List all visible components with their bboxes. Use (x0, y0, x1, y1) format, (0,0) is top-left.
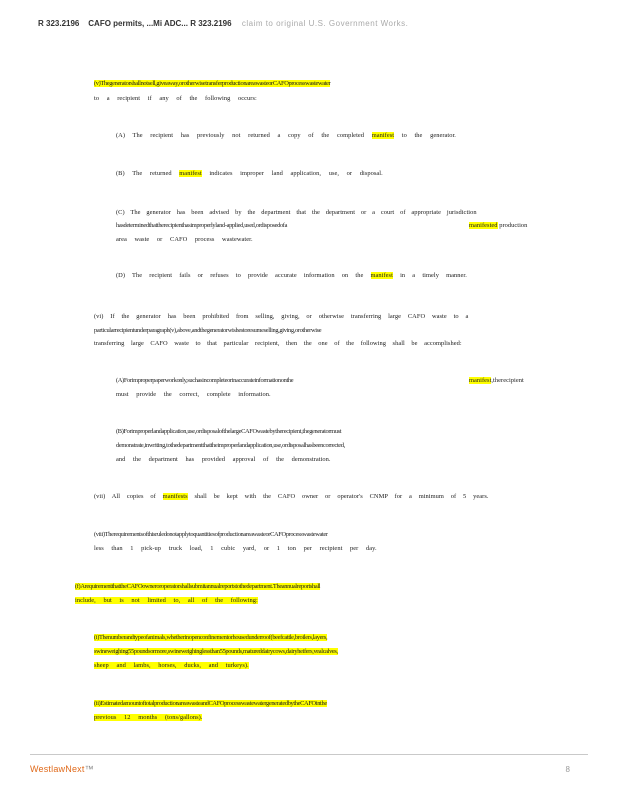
para-v-C-line2-end: manifested production (469, 222, 528, 229)
manifest-highlight: manifest (179, 170, 202, 177)
para-v-C-line3: area waste or CAFO process wastewater. (116, 236, 253, 243)
para-vi-B-line2: demonstrate,inwriting,tothedepartmentthattheimproperlandapplication,use,ordisposalhasbeencorrected, (116, 442, 345, 449)
para-f-i-line1: (i)Thenumberandtypeofanimals,whetherinopenconfinementorhousedunderroof(beefcattle,broilers,layers, (94, 634, 328, 641)
para-v-A: (A) The recipient has previously not returned a copy of the completed manifest to the generator. (116, 132, 456, 139)
para-f-line1: (f)ArequirementthattheCAFOowneroroperatorshallsubmitannualreportstothedepartment.Theannualreportshall (75, 583, 321, 590)
para-vi-line3: transferring large CAFO waste to that particular recipient, then the one of the following shall be accomplished: (94, 340, 462, 347)
para-v-C-line2: hasdeterminedthattherecipienthasimproperlyland-applied,used,ordisposedofa (116, 222, 288, 229)
header-notice: claim to original U.S. Government Works. (241, 19, 409, 28)
manifest-highlight: manifest (469, 377, 492, 384)
para-vi-line2: particularrecipientunderparagraph(v),above,andthegeneratorwishestoresumeselling,giving,orotherwise (94, 327, 322, 334)
para-f-ii-line1: (ii)EstimatedamountoftotalproductionareawasteandCAFOprocesswastewatergeneratedbytheCAFOinthe (94, 700, 327, 707)
para-v-line2: to a recipient if any of the following occurs: (94, 95, 257, 102)
para-v-line1: (v)Thegeneratorshallnotsell,giveaway,orotherwisetransferproductionareawasteorCAFOprocesswastewater (94, 80, 331, 87)
para-vii: (vii) All copies of manifests shall be kept with the CAFO owner or operator's CNMP for a minimum of 5 years. (94, 493, 489, 500)
para-vi-B-line1: (B)Forimproperlandapplication,use,ordisposalofthelargeCAFOwastebytherecipient,thegeneratormust (116, 428, 342, 435)
running-header (38, 19, 598, 28)
para-v-D: (D) The recipient fails or refuses to provide accurate information on the manifest in a timely manner. (116, 272, 467, 279)
para-f-i-line2: swineweighing55poundsormore,swineweighinglessthan55pounds,matureddairycows,dairyheifers,vealcalves, (94, 648, 338, 655)
westlawnext-logo: WestlawNext™ (30, 764, 94, 774)
para-v-B: (B) The returned manifest indicates improper land application, use, or disposal. (116, 170, 383, 177)
para-f-line2: include, but is not limited to, all of the following: (75, 597, 258, 604)
footer-divider (30, 754, 588, 755)
manifest-highlight: manifest (370, 272, 393, 279)
manifest-highlight: manifested (469, 222, 498, 229)
para-vi-B-line3: and the department has provided approval of the demonstration. (116, 456, 331, 463)
para-f-i-line3: sheep and lambs, horses, ducks, and turkeys). (94, 662, 249, 669)
para-v-C-line1: (C) The generator has been advised by the department that the department or a court of appropriate jurisdiction (116, 209, 477, 216)
manifest-highlight: manifest (371, 132, 395, 139)
header-running-title: CAFO permits, ...Mi ADC... R 323.2196 (88, 19, 232, 28)
para-vi-A-line1: (A)Forimproperpaperworkonly,suchasincompleteorinaccurateinformationonthe (116, 377, 294, 384)
page-number: 8 (565, 765, 570, 774)
para-viii-line2: less than 1 pick-up truck load, 1 cubic yard, or 1 ton per recipient per day. (94, 545, 377, 552)
para-vi-A-line1-end: manifest,therecipient (469, 377, 524, 384)
para-vi-line1: (vi) If the generator has been prohibited from selling, giving, or otherwise transferring large CAFO waste to a (94, 313, 469, 320)
manifest-highlight: manifests (162, 493, 188, 500)
para-f-ii-line2: previous 12 months (tons/gallons). (94, 714, 203, 721)
para-viii-line1: (viii)TherequirementsofthisruledonotapplytoquantitiesofproductionareawasteorCAFOprocesswastewater (94, 531, 328, 538)
para-vi-A-line2: must provide the correct, complete information. (116, 391, 271, 398)
header-citation: R 323.2196 (38, 19, 80, 28)
